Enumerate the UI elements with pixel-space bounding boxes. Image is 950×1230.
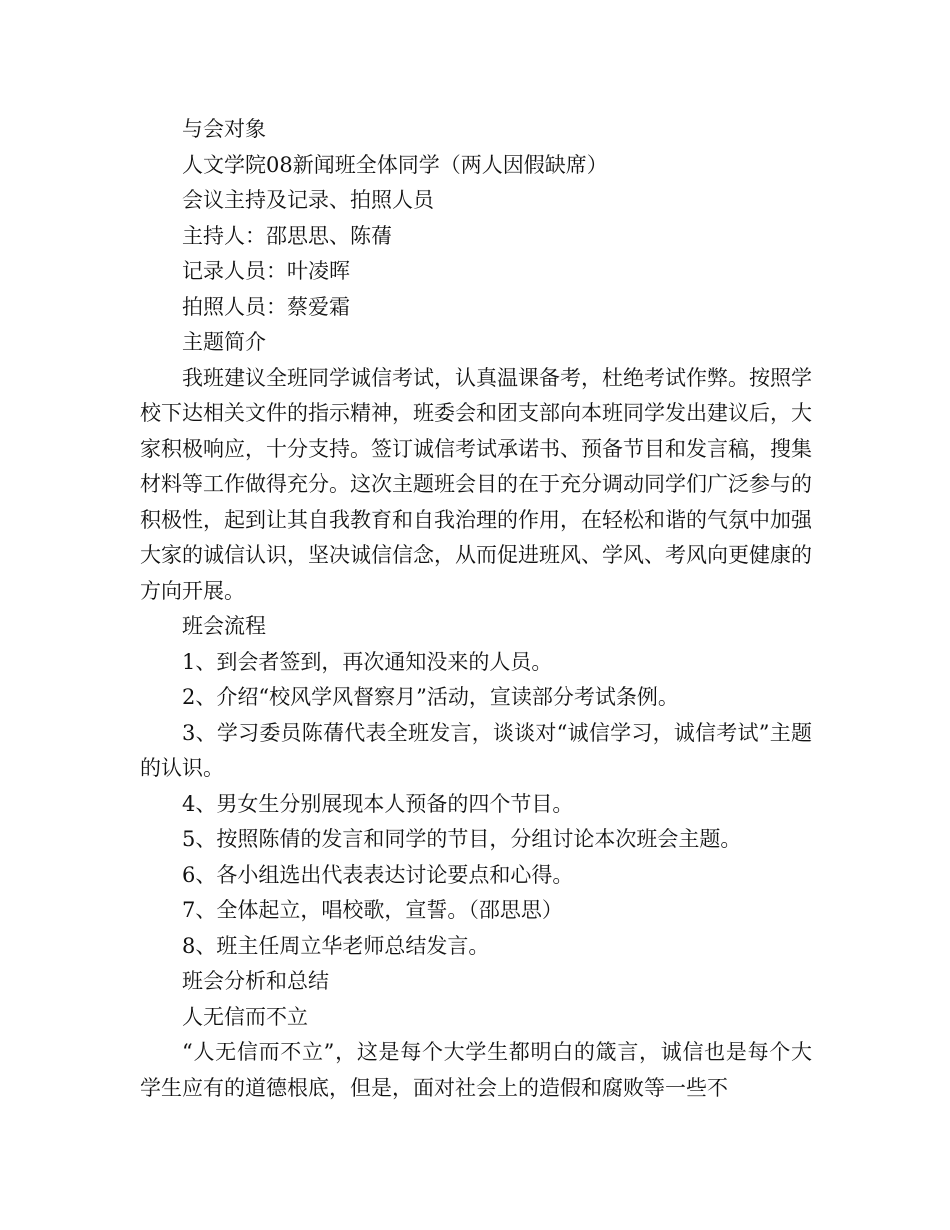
heading-analysis-summary: 班会分析和总结: [182, 969, 329, 993]
process-step-6: 6、各小组选出代表表达讨论要点和心得。: [182, 862, 574, 887]
heading-theme-intro: 主题简介: [182, 330, 266, 354]
subheading-integrity: 人无信而不立: [182, 1004, 308, 1029]
process-step-3: 3、学习委员陈蒨代表全班发言，谈谈对“诚信学习，诚信考试”主题的认识。: [140, 720, 812, 780]
photographer-line: 拍照人员：蔡爱霜: [182, 294, 350, 319]
process-step-7: 7、全体起立，唱校歌，宣誓。（邵思思）: [182, 898, 563, 922]
process-step-4: 4、男女生分别展现本人预备的四个节目。: [182, 791, 574, 816]
host-line: 主持人：邵思思、陈蒨: [182, 223, 392, 248]
recorder-line: 记录人员：叶凌晖: [182, 259, 350, 283]
heading-meeting-process: 班会流程: [182, 614, 266, 638]
summary-paragraph: “人无信而不立”，这是每个大学生都明白的箴言，诚信也是每个大学生应有的道德根底，但是，面对社会上的造假和腐败等一些不: [140, 1040, 812, 1100]
document-body: [140, 112, 812, 1106]
theme-intro-paragraph: 我班建议全班同学诚信考试，认真温课备考，杜绝考试作弊。按照学校下达相关文件的指示精神，班委会和团支部向本班同学发出建议后，大家积极响应，十分支持。签订诚信考试承诺书、预备节目和发言稿，搜集材料等工作做得充分。这次主题班会目的在于充分调动同学们广泛参与的积极性，起到让其自我教育和自我治理的作用，在轻松和谐的气氛中加强大家的诚信认识，坚决诚信信念，从而促进班风、学风、考风向更健康的方向开展。: [140, 365, 812, 603]
process-step-5: 5、按照陈倩的发言和同学的节目，分组讨论本次班会主题。: [182, 827, 742, 851]
process-step-2: 2、介绍“校风学风督察月”活动，宣读部分考试条例。: [182, 685, 679, 709]
process-step-1: 1、到会者签到，再次通知没来的人员。: [182, 649, 553, 674]
process-step-8: 8、班主任周立华老师总结发言。: [182, 933, 490, 958]
heading-host-recorder: 会议主持及记录、拍照人员: [182, 188, 434, 212]
heading-attendees: 与会对象: [182, 117, 266, 141]
attendees-text: 人文学院08新闻班全体同学（两人因假缺席）: [182, 152, 608, 177]
